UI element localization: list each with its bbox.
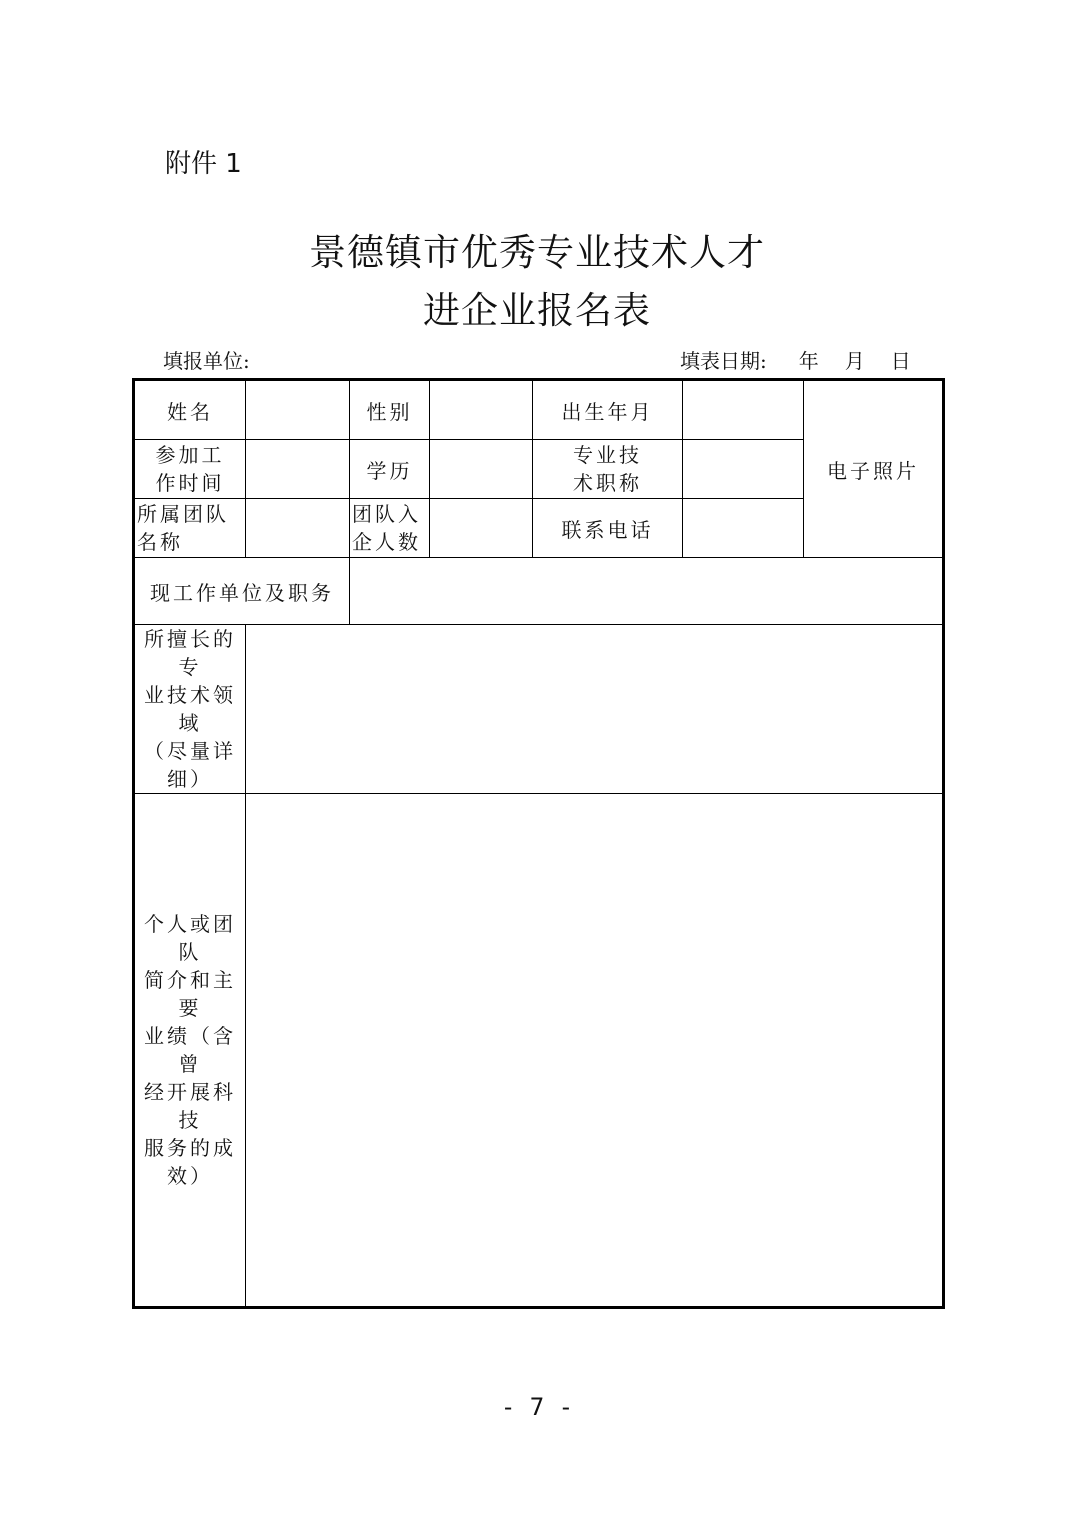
title-line-2: 进企业报名表 bbox=[423, 289, 651, 332]
attachment-label: 附件 1 bbox=[165, 149, 242, 179]
photo-label: 电子照片 bbox=[827, 458, 919, 483]
expertise-field[interactable] bbox=[246, 625, 944, 794]
intro-label-line5: 服务的成 bbox=[144, 1136, 236, 1160]
team-count-label bbox=[350, 499, 430, 558]
birth-field[interactable] bbox=[683, 380, 804, 440]
name-field[interactable] bbox=[246, 380, 350, 440]
education-label: 学历 bbox=[350, 440, 430, 499]
team-name-label-line1: 所属团队 bbox=[137, 502, 229, 526]
date-year: 年 bbox=[798, 349, 819, 373]
intro-label-line6: 效） bbox=[167, 1164, 213, 1188]
phone-label: 联系电话 bbox=[533, 499, 683, 558]
phone-field[interactable] bbox=[683, 499, 804, 558]
expertise-label bbox=[134, 625, 246, 794]
intro-label-line1: 个人或团队 bbox=[144, 912, 236, 964]
intro-label-line2: 简介和主要 bbox=[144, 968, 236, 1020]
fill-date bbox=[680, 345, 911, 374]
name-label: 姓名 bbox=[134, 380, 246, 440]
title-field[interactable] bbox=[683, 440, 804, 499]
title-line-1: 景德镇市优秀专业技术人才 bbox=[309, 231, 765, 274]
gender-label: 性别 bbox=[350, 380, 430, 440]
intro-label-line4: 经开展科技 bbox=[144, 1080, 236, 1132]
title-label-line2: 术职称 bbox=[573, 471, 642, 495]
page-number: - 7 - bbox=[500, 1393, 574, 1421]
work-start-field[interactable] bbox=[246, 440, 350, 499]
intro-label-line3: 业绩（含曾 bbox=[144, 1024, 236, 1076]
date-month: 月 bbox=[844, 349, 865, 373]
education-field[interactable] bbox=[430, 440, 533, 499]
team-count-field[interactable] bbox=[430, 499, 533, 558]
fill-date-label: 填表日期: bbox=[680, 349, 767, 373]
work-start-label bbox=[134, 440, 246, 499]
expertise-label-line3: （尽量详 bbox=[144, 739, 236, 763]
current-job-field[interactable] bbox=[350, 558, 944, 625]
title-label-line1: 专业技 bbox=[573, 443, 642, 467]
team-name-label-line2: 名称 bbox=[137, 530, 183, 554]
intro-label bbox=[134, 794, 246, 1308]
expertise-label-line1: 所擅长的专 bbox=[144, 627, 236, 679]
current-job-label: 现工作单位及职务 bbox=[134, 558, 350, 625]
work-start-label-line1: 参加工 bbox=[155, 443, 225, 467]
title-label bbox=[533, 440, 683, 499]
team-count-label-line1: 团队入 bbox=[352, 502, 421, 526]
team-name-label bbox=[134, 499, 246, 558]
expertise-label-line4: 细） bbox=[167, 767, 213, 791]
photo-cell[interactable] bbox=[804, 380, 944, 558]
registration-form-table bbox=[132, 378, 945, 1309]
team-name-field[interactable] bbox=[246, 499, 350, 558]
date-day: 日 bbox=[890, 349, 911, 373]
team-count-label-line2: 企人数 bbox=[352, 530, 421, 554]
work-start-label-line2: 作时间 bbox=[155, 471, 225, 495]
expertise-label-line2: 业技术领域 bbox=[144, 683, 236, 735]
intro-field[interactable] bbox=[246, 794, 944, 1308]
gender-field[interactable] bbox=[430, 380, 533, 440]
birth-label: 出生年月 bbox=[533, 380, 683, 440]
fill-unit-label: 填报单位: bbox=[163, 349, 250, 373]
